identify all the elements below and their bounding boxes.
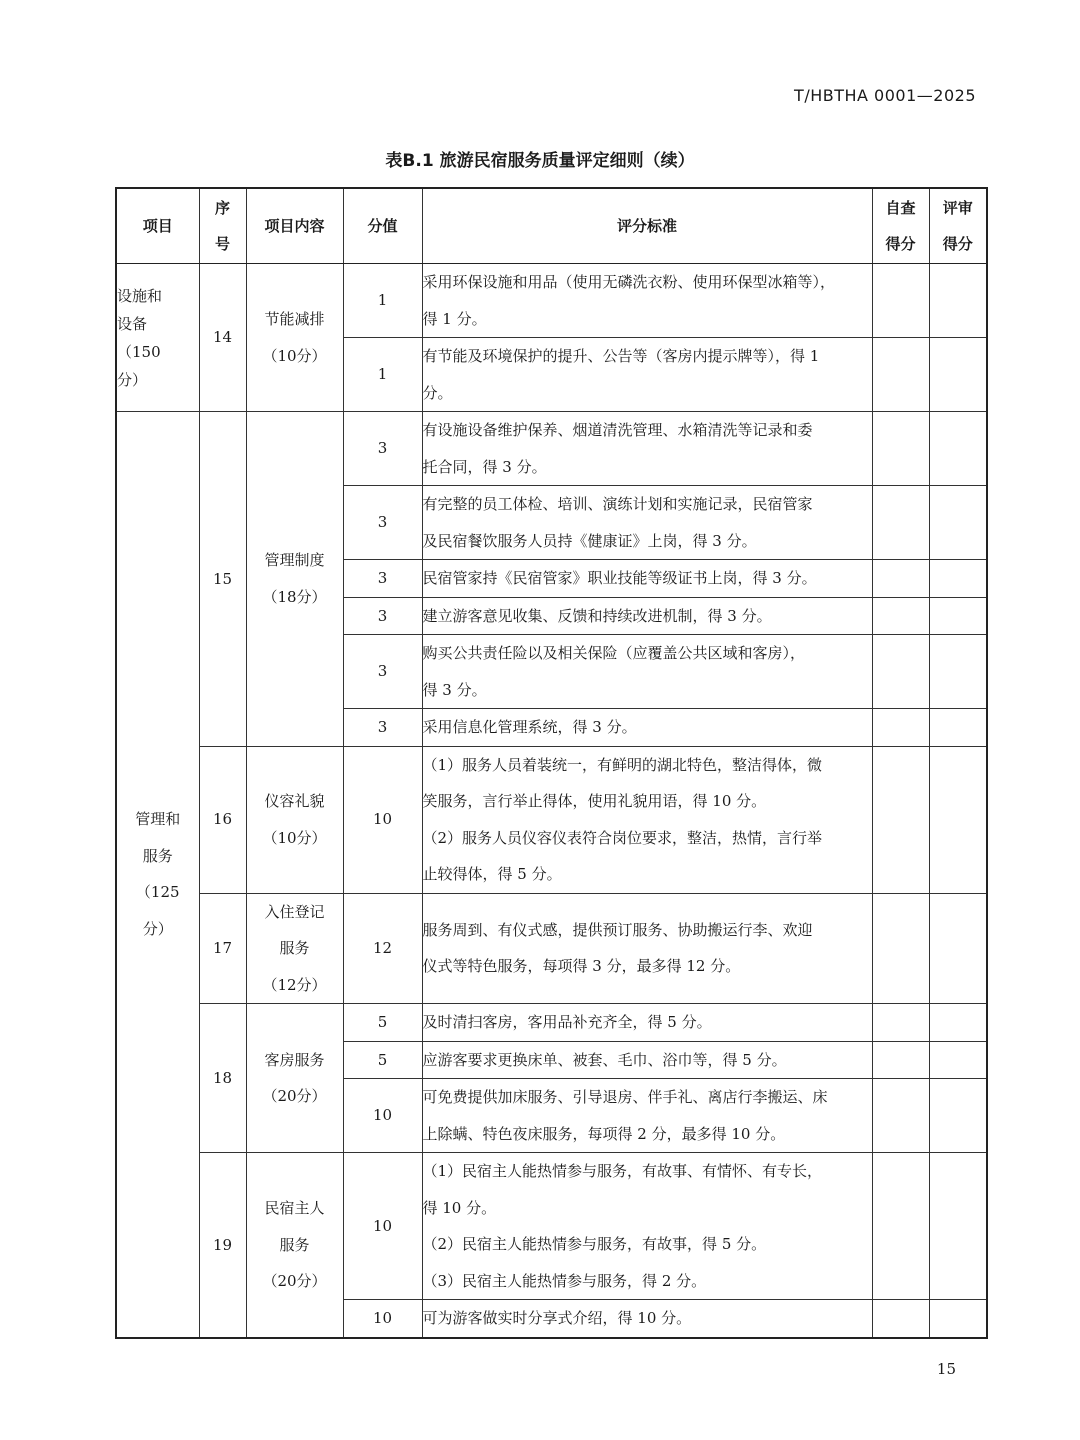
group-line: 分） — [117, 370, 148, 389]
standard-line: （1）服务人员着装统一，有鲜明的湖北特色，整洁得体，微 — [422, 755, 823, 774]
group-line: （125 — [135, 883, 180, 902]
table-row — [116, 746, 987, 893]
review-score-cell[interactable] — [929, 486, 987, 560]
standard-cell — [422, 1041, 872, 1079]
group-line: 分） — [142, 919, 173, 938]
review-score-cell[interactable] — [929, 1300, 987, 1338]
header-score: 分值 — [343, 188, 422, 264]
standard-cell — [422, 412, 872, 486]
review-score-cell[interactable] — [929, 412, 987, 486]
header-review — [929, 188, 987, 264]
standard-cell — [422, 1079, 872, 1153]
seq-cell: 15 — [199, 412, 246, 747]
content-cell — [246, 746, 343, 893]
header-seq-line2: 号 — [214, 235, 230, 253]
score-cell: 5 — [343, 1041, 422, 1079]
standard-line: 有完整的员工体检、培训、演练计划和实施记录，民宿管家 — [422, 495, 813, 513]
standard-cell — [422, 893, 872, 1004]
score-cell: 3 — [343, 597, 422, 635]
content-line: （10分） — [262, 346, 327, 365]
score-cell: 5 — [343, 1004, 422, 1042]
review-score-cell[interactable] — [929, 635, 987, 709]
self-score-cell[interactable] — [872, 597, 929, 635]
group-line: 设施和 — [117, 286, 163, 305]
content-line: 仪容礼貌 — [264, 792, 325, 810]
group-line: 服务 — [142, 846, 173, 865]
standard-line: 采用信息化管理系统，得 3 分。 — [422, 718, 637, 736]
self-score-cell[interactable] — [872, 1079, 929, 1153]
content-cell — [246, 264, 343, 412]
group-facilities — [116, 264, 199, 412]
header-self-check — [872, 188, 929, 264]
page-number: 15 — [936, 1360, 956, 1378]
self-score-cell[interactable] — [872, 1300, 929, 1338]
self-score-cell[interactable] — [872, 264, 929, 338]
header-seq — [199, 188, 246, 264]
score-cell: 10 — [343, 1300, 422, 1338]
seq-cell: 18 — [199, 1004, 246, 1153]
standard-line: 止较得体，得 5 分。 — [422, 865, 562, 883]
standard-line: 有节能及环境保护的提升、公告等（客房内提示牌等），得 1 — [422, 347, 820, 365]
review-score-cell[interactable] — [929, 560, 987, 598]
score-cell: 10 — [343, 746, 422, 893]
self-score-cell[interactable] — [872, 412, 929, 486]
score-cell: 1 — [343, 338, 422, 412]
self-score-cell[interactable] — [872, 1153, 929, 1300]
standard-line: 分。 — [422, 383, 453, 402]
standard-line: 上除螨、特色夜床服务，每项得 2 分，最多得 10 分。 — [422, 1124, 786, 1143]
seq-cell: 16 — [199, 746, 246, 893]
self-score-cell[interactable] — [872, 486, 929, 560]
standard-cell — [422, 1300, 872, 1338]
review-score-cell[interactable] — [929, 1041, 987, 1079]
content-cell — [246, 1004, 343, 1153]
standard-line: 采用环保设施和用品（使用无磷洗衣粉、使用环保型冰箱等）， — [422, 273, 836, 291]
header-seq-line1: 序 — [214, 199, 230, 217]
standard-line: （2）民宿主人能热情参与服务，有故事，得 5 分。 — [422, 1235, 767, 1253]
standard-line: 购买公共责任险以及相关保险（应覆盖公共区域和客房）， — [422, 644, 806, 662]
standard-line: 得 10 分。 — [422, 1198, 497, 1217]
header-review-line1: 评审 — [942, 199, 973, 217]
review-score-cell[interactable] — [929, 1079, 987, 1153]
score-cell: 3 — [343, 560, 422, 598]
self-score-cell[interactable] — [872, 635, 929, 709]
content-cell — [246, 1153, 343, 1338]
document-code: T/HBTHA 0001—2025 — [794, 86, 976, 105]
standard-cell — [422, 264, 872, 338]
standard-line: 得 3 分。 — [422, 680, 487, 699]
standard-cell — [422, 635, 872, 709]
score-cell: 12 — [343, 893, 422, 1004]
content-cell — [246, 893, 343, 1004]
review-score-cell[interactable] — [929, 597, 987, 635]
table-row — [116, 893, 987, 1004]
header-content: 项目内容 — [246, 188, 343, 264]
standard-line: （3）民宿主人能热情参与服务，得 2 分。 — [422, 1271, 707, 1290]
score-cell: 3 — [343, 486, 422, 560]
standard-cell — [422, 486, 872, 560]
table-row — [116, 412, 987, 486]
standard-line: 及民宿餐饮服务人员持《健康证》上岗，得 3 分。 — [422, 531, 757, 550]
review-score-cell[interactable] — [929, 1153, 987, 1300]
self-score-cell[interactable] — [872, 893, 929, 1004]
group-management — [116, 412, 199, 1338]
table-row — [116, 264, 987, 338]
seq-cell: 17 — [199, 893, 246, 1004]
score-cell: 10 — [343, 1079, 422, 1153]
score-cell: 3 — [343, 412, 422, 486]
header-self-line1: 自查 — [885, 199, 916, 217]
standard-line: 建立游客意见收集、反馈和持续改进机制，得 3 分。 — [422, 606, 772, 625]
content-line: 节能减排 — [264, 310, 325, 328]
content-line: （20分） — [262, 1087, 327, 1105]
content-line: 客房服务 — [264, 1050, 325, 1069]
score-cell: 10 — [343, 1153, 422, 1300]
content-line: 服务 — [279, 939, 310, 957]
standard-cell — [422, 597, 872, 635]
score-cell: 3 — [343, 635, 422, 709]
header-self-line2: 得分 — [885, 235, 916, 253]
standard-line: 仪式等特色服务，每项得 3 分，最多得 12 分。 — [422, 957, 741, 976]
content-line: 管理制度 — [264, 551, 325, 570]
standard-cell — [422, 1004, 872, 1042]
group-line: 设备 — [117, 314, 148, 333]
self-score-cell[interactable] — [872, 746, 929, 893]
review-score-cell[interactable] — [929, 746, 987, 893]
review-score-cell[interactable] — [929, 338, 987, 412]
standard-line: 民宿管家持《民宿管家》职业技能等级证书上岗，得 3 分。 — [422, 569, 817, 587]
standard-line: 服务周到、有仪式感，提供预订服务、协助搬运行李、欢迎 — [422, 920, 813, 939]
standard-line: （1）民宿主人能热情参与服务，有故事、有情怀、有专长， — [422, 1162, 823, 1180]
group-line: （150 — [117, 342, 161, 361]
standard-cell — [422, 560, 872, 598]
review-score-cell[interactable] — [929, 264, 987, 338]
table-caption: 表B.1 旅游民宿服务质量评定细则（续） — [385, 151, 695, 171]
standard-line: 笑服务，言行举止得体，使用礼貌用语，得 10 分。 — [422, 792, 767, 810]
content-line: （10分） — [262, 828, 327, 847]
self-score-cell[interactable] — [872, 338, 929, 412]
header-row — [116, 188, 987, 264]
content-line: （18分） — [262, 587, 327, 606]
standard-line: 应游客要求更换床单、被套、毛巾、浴巾等，得 5 分。 — [422, 1050, 787, 1069]
table-row — [116, 1153, 987, 1300]
self-score-cell[interactable] — [872, 1004, 929, 1042]
seq-cell: 19 — [199, 1153, 246, 1338]
standard-line: 可为游客做实时分享式介绍，得 10 分。 — [422, 1309, 692, 1327]
seq-cell: 14 — [199, 264, 246, 412]
self-score-cell[interactable] — [872, 709, 929, 747]
standard-line: 得 1 分。 — [422, 309, 487, 328]
content-line: 入住登记 — [264, 902, 325, 921]
standard-line: 可免费提供加床服务、引导退房、伴手礼、离店行李搬运、床 — [422, 1088, 828, 1106]
review-score-cell[interactable] — [929, 709, 987, 747]
content-line: 民宿主人 — [264, 1199, 325, 1217]
header-review-line2: 得分 — [942, 235, 973, 253]
review-score-cell[interactable] — [929, 1004, 987, 1042]
header-item: 项目 — [116, 188, 199, 264]
score-cell: 3 — [343, 709, 422, 747]
standard-line: 托合同，得 3 分。 — [422, 457, 547, 476]
standard-cell — [422, 746, 872, 893]
score-cell: 1 — [343, 264, 422, 338]
content-cell — [246, 412, 343, 747]
standard-cell — [422, 1153, 872, 1300]
table-row — [116, 1004, 987, 1042]
review-score-cell[interactable] — [929, 893, 987, 1004]
group-line: 管理和 — [135, 810, 181, 829]
content-line: （12分） — [262, 975, 327, 994]
standard-cell — [422, 338, 872, 412]
header-standard: 评分标准 — [422, 188, 872, 264]
content-line: 服务 — [279, 1235, 310, 1254]
standard-cell — [422, 709, 872, 747]
content-line: （20分） — [262, 1272, 327, 1290]
rating-table — [115, 187, 988, 1339]
standard-line: 及时清扫客房，客用品补充齐全，得 5 分。 — [422, 1013, 712, 1031]
self-score-cell[interactable] — [872, 1041, 929, 1079]
standard-line: （2）服务人员仪容仪表符合岗位要求，整洁，热情，言行举 — [422, 828, 823, 847]
standard-line: 有设施设备维护保养、烟道清洗管理、水箱清洗等记录和委 — [422, 421, 813, 439]
self-score-cell[interactable] — [872, 560, 929, 598]
